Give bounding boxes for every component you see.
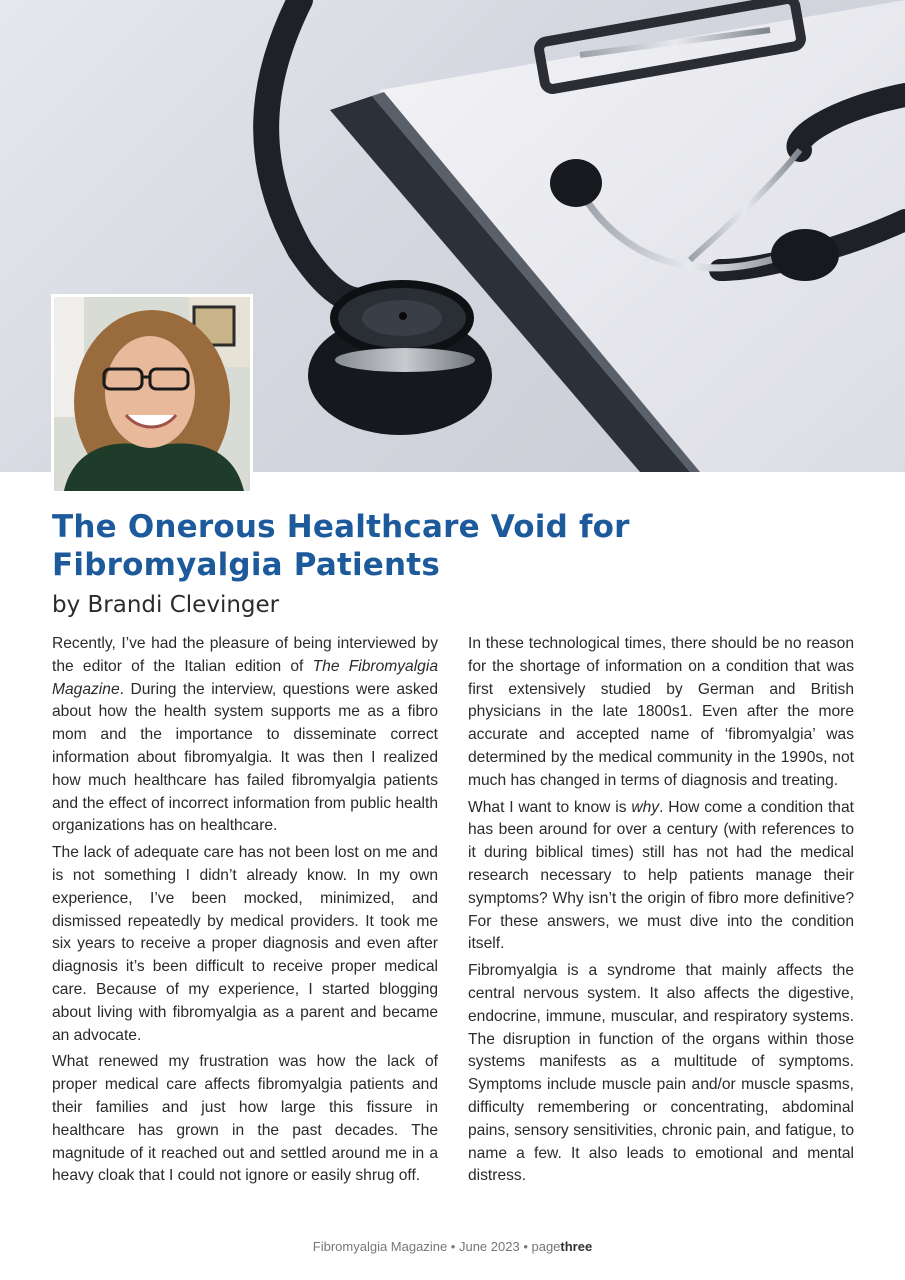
paragraph-5: What I want to know is why. How come a condition that has been around for over a century (with references to it during biblical times) still has not had the medical research necessary to help patients manage their symptoms? Why isn’t the origin of fibro more definitive? For these answers, we must dive into the condition itself. bbox=[468, 798, 854, 953]
paragraph-2: The lack of adequate care has not been lost on me and is not something I didn’t already know. In my own experience, I’ve been mocked, minimized, and dismissed repeatedly by medical providers. It took me six years to receive a proper diagnosis and even after diagnosis it’s been difficult to receive proper medical care. Because of my experience, I started blogging about living with fibromyalgia as a parent and became an advocate. bbox=[52, 844, 438, 1044]
emphasis-why: why bbox=[631, 798, 660, 816]
paragraph-1: Recently, I’ve had the pleasure of being interviewed by the editor of the Italian edition of The Fibromyalgia Magazine. During the interview, questions were asked about how the health system supports me as a fibro mom and the importance to disseminate correct information about fibromyalgia. It was then I realized how much healthcare has failed fibromyalgia patients and the effect of incorrect information from public health organizations has on healthcare. bbox=[52, 635, 438, 835]
author-portrait bbox=[51, 294, 253, 494]
paragraph-3: What renewed my frustration was how the lack of proper medical care affects fibromyalgia patients and their families and just how large this fissure in healthcare has grown in the past decades. The magnitude of it reached out and settled around me in a heavy cloak that I could not ignore or easily shrug off. bbox=[52, 1053, 438, 1185]
paragraph-6: Fibromyalgia is a syndrome that mainly affects the central nervous system. It also affects the digestive, endocrine, immune, muscular, and respiratory systems. The disruption in function of the organs within those systems manifests as a multitude of symptoms. Symptoms include muscle pain and/or muscle spasms, difficulty remembering or concentrating, abdominal pains, sensory sensitivities, chronic pain, and fatigue, to name a few. It also leads to emotional and mental distress. bbox=[468, 962, 854, 1185]
footer-issue: June 2023 bbox=[458, 1239, 520, 1254]
article-column-left bbox=[52, 633, 438, 1192]
article-column-right bbox=[468, 633, 854, 1192]
paragraph-4: In these technological times, there should be no reason for the shortage of information on a condition that was first extensively studied by German and British physicians in the late 1800s1. Even after the more accurate and accepted name of ‘fibromyalgia’ was determined by the medical community in the 1990s, not much has changed in terms of diagnosis and treating. bbox=[468, 635, 854, 789]
footer-publication: Fibromyalgia Magazine bbox=[312, 1239, 448, 1254]
author-photo bbox=[54, 297, 250, 491]
article-byline: by Brandi Clevinger bbox=[52, 592, 280, 618]
article-title: The Onerous Healthcare Void for Fibromyalgia Patients bbox=[52, 509, 630, 583]
footer-page-prefix: page bbox=[531, 1239, 561, 1254]
magazine-title: The Fibromyalgia Magazine bbox=[52, 657, 438, 698]
page-footer: Fibromyalgia Magazine • June 2023 • pagethree bbox=[312, 1239, 593, 1254]
footer-page-number: three bbox=[560, 1239, 593, 1254]
